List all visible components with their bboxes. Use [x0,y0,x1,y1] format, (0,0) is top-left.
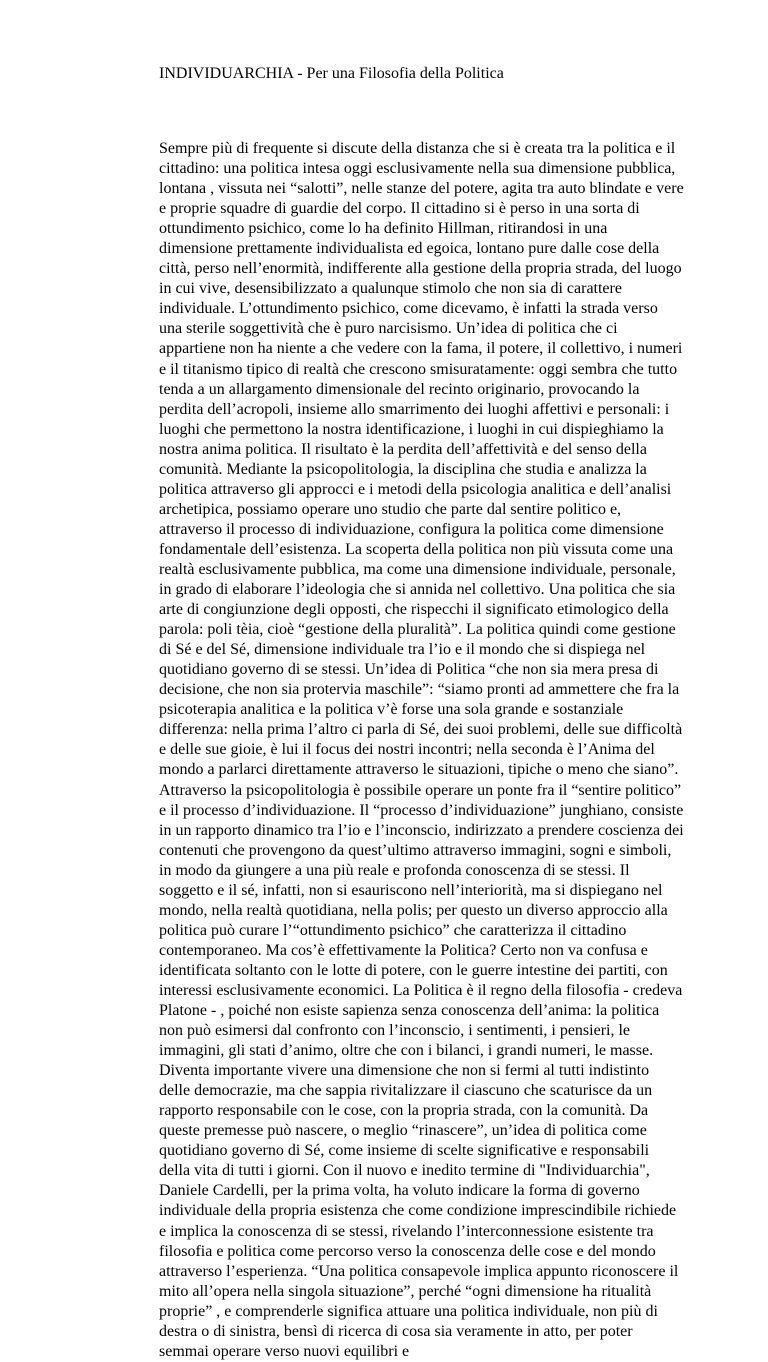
document-body-text: Sempre più di frequente si discute della distanza che si è creata tra la politica e il cittadino: una politica intesa oggi esclusivamente nella sua dimensione pubblica, lontana , vissuta nei “salotti”, nelle stanze del potere, agita tra auto blindate e vere e proprie squadre di guardie del corpo. Il cittadino si è perso in una sorta di ottundimento psichico, come lo ha definito Hillman, ritirandosi in una dimensione prettamente individualista ed egoica, lontano pure dalle cose della città, perso nell’enormità, indifferente alla gestione della propria strada, del luogo in cui vive, desensibilizzato a qualunque stimolo che non sia di carattere individuale. L’ottundimento psichico, come dicevamo, è infatti la strada verso una sterile soggettività che è puro narcisismo. Un’idea di politica che ci appartiene non ha niente a che vedere con la fama, il potere, il collettivo, i numeri e il titanismo tipico di realtà che crescono smisuratamente: oggi sembra che tutto tenda a un allargamento dimensionale del recinto originario, provocando la perdita dell’acropoli, insieme allo smarrimento dei luoghi affettivi e personali: i luoghi che permettono la nostra identificazione, i luoghi in cui dispieghiamo la nostra anima politica. Il risultato è la perdita dell’affettività e del senso della comunità. Mediante la psicopolitologia, la disciplina che studia e analizza la politica attraverso gli approcci e i metodi della psicologia analitica e dell’analisi archetipica, possiamo operare uno studio che parte dal sentire politico e, attraverso il processo di individuazione, configura la politica come dimensione fondamentale dell’esistenza. La scoperta della politica non più vissuta come una realtà esclusivamente pubblica, ma come una dimensione individuale, personale, in grado di elaborare l’ideologia che si annida nel collettivo. Una politica che sia arte di congiunzione degli opposti, che rispecchi il significato etimologico della parola: poli tèia, cioè “gestione della pluralità”. La politica quindi come gestione di Sé e del Sé, dimensione individuale tra l’io e il mondo che si dispiega nel quotidiano governo di se stessi. Un’idea di Politica “che non sia mera presa di decisione, che non sia protervia maschile”: “siamo pronti ad ammettere che fra la psicoterapia analitica e la politica v’è forse una sola grande e sostanziale differenza: nella prima l’altro ci parla di Sé, dei suoi problemi, delle sue difficoltà e delle sue gioie, è lui il focus dei nostri incontri; nella seconda è l’Anima del mondo a parlarci direttamente attraverso le situazioni, tipiche o meno che siano”. Attraverso la psicopolitologia è possibile operare un ponte fra il “sentire politico” e il processo d’individuazione. Il “processo d’individuazione” junghiano, consiste in un rapporto dinamico tra l’io e l’inconscio, indirizzato a prendere coscienza dei contenuti che provengono da quest’ultimo attraverso immagini, sogni e simboli, in modo da giungere a una più reale e profonda conoscenza di se stessi. Il soggetto e il sé, infatti, non si esauriscono nell’interiorità, ma si dispiegano nel mondo, nella realtà quotidiana, nella polis; per questo un diverso approccio alla politica può curare l’“ottundimento psichico” che caratterizza il cittadino contemporaneo. Ma cos’è effettivamente la Politica? Certo non va confusa e identificata soltanto con le lotte di potere, con le guerre intestine dei partiti, con interessi esclusivamente economici. La Politica è il regno della filosofia - credeva Platone - , poiché non esiste sapienza senza conoscenza dell’anima: la politica non può esimersi dal confronto con l’inconscio, i sentimenti, i pensieri, le immagini, gli stati d’animo, oltre che con i bilanci, i grandi numeri, le masse. Diventa importante vivere una dimensione che non si fermi al tutti indistinto delle democrazie, ma che sappia rivitalizzare il ciascuno che scaturisce da un rapporto responsabile con le cose, con la propria strada, con la comunità. Da queste premesse può nascere, o meglio “rinascere”, un’idea di politica come quotidiano governo di Sé, come insieme di scelte significative e responsabili della vita di tutti i giorni. Con il nuovo e inedito termine di "Individuarchia", Daniele Cardelli, per la prima volta, ha voluto indicare la forma di governo individuale della propria esistenza che come condizione imprescindibile richiede e implica la conoscenza di se stessi, rivelando l’interconnessione esistente tra filosofia e politica come percorso verso la conoscenza delle cose e del mondo attraverso l’esperienza. “Una politica consapevole implica appunto riconoscere il mito all’opera nella singola situazione”, perché “ogni dimensione ha ritualità proprie” , e comprenderle significa attuare una politica individuale, non più di destra o di sinistra, bensì di ricerca di cosa sia veramente in atto, per poter semmai operare verso nuovi equilibri e [159,140,684,1360]
document-title: INDIVIDUARCHIA - Per una Filosofia della Politica [159,65,504,82]
